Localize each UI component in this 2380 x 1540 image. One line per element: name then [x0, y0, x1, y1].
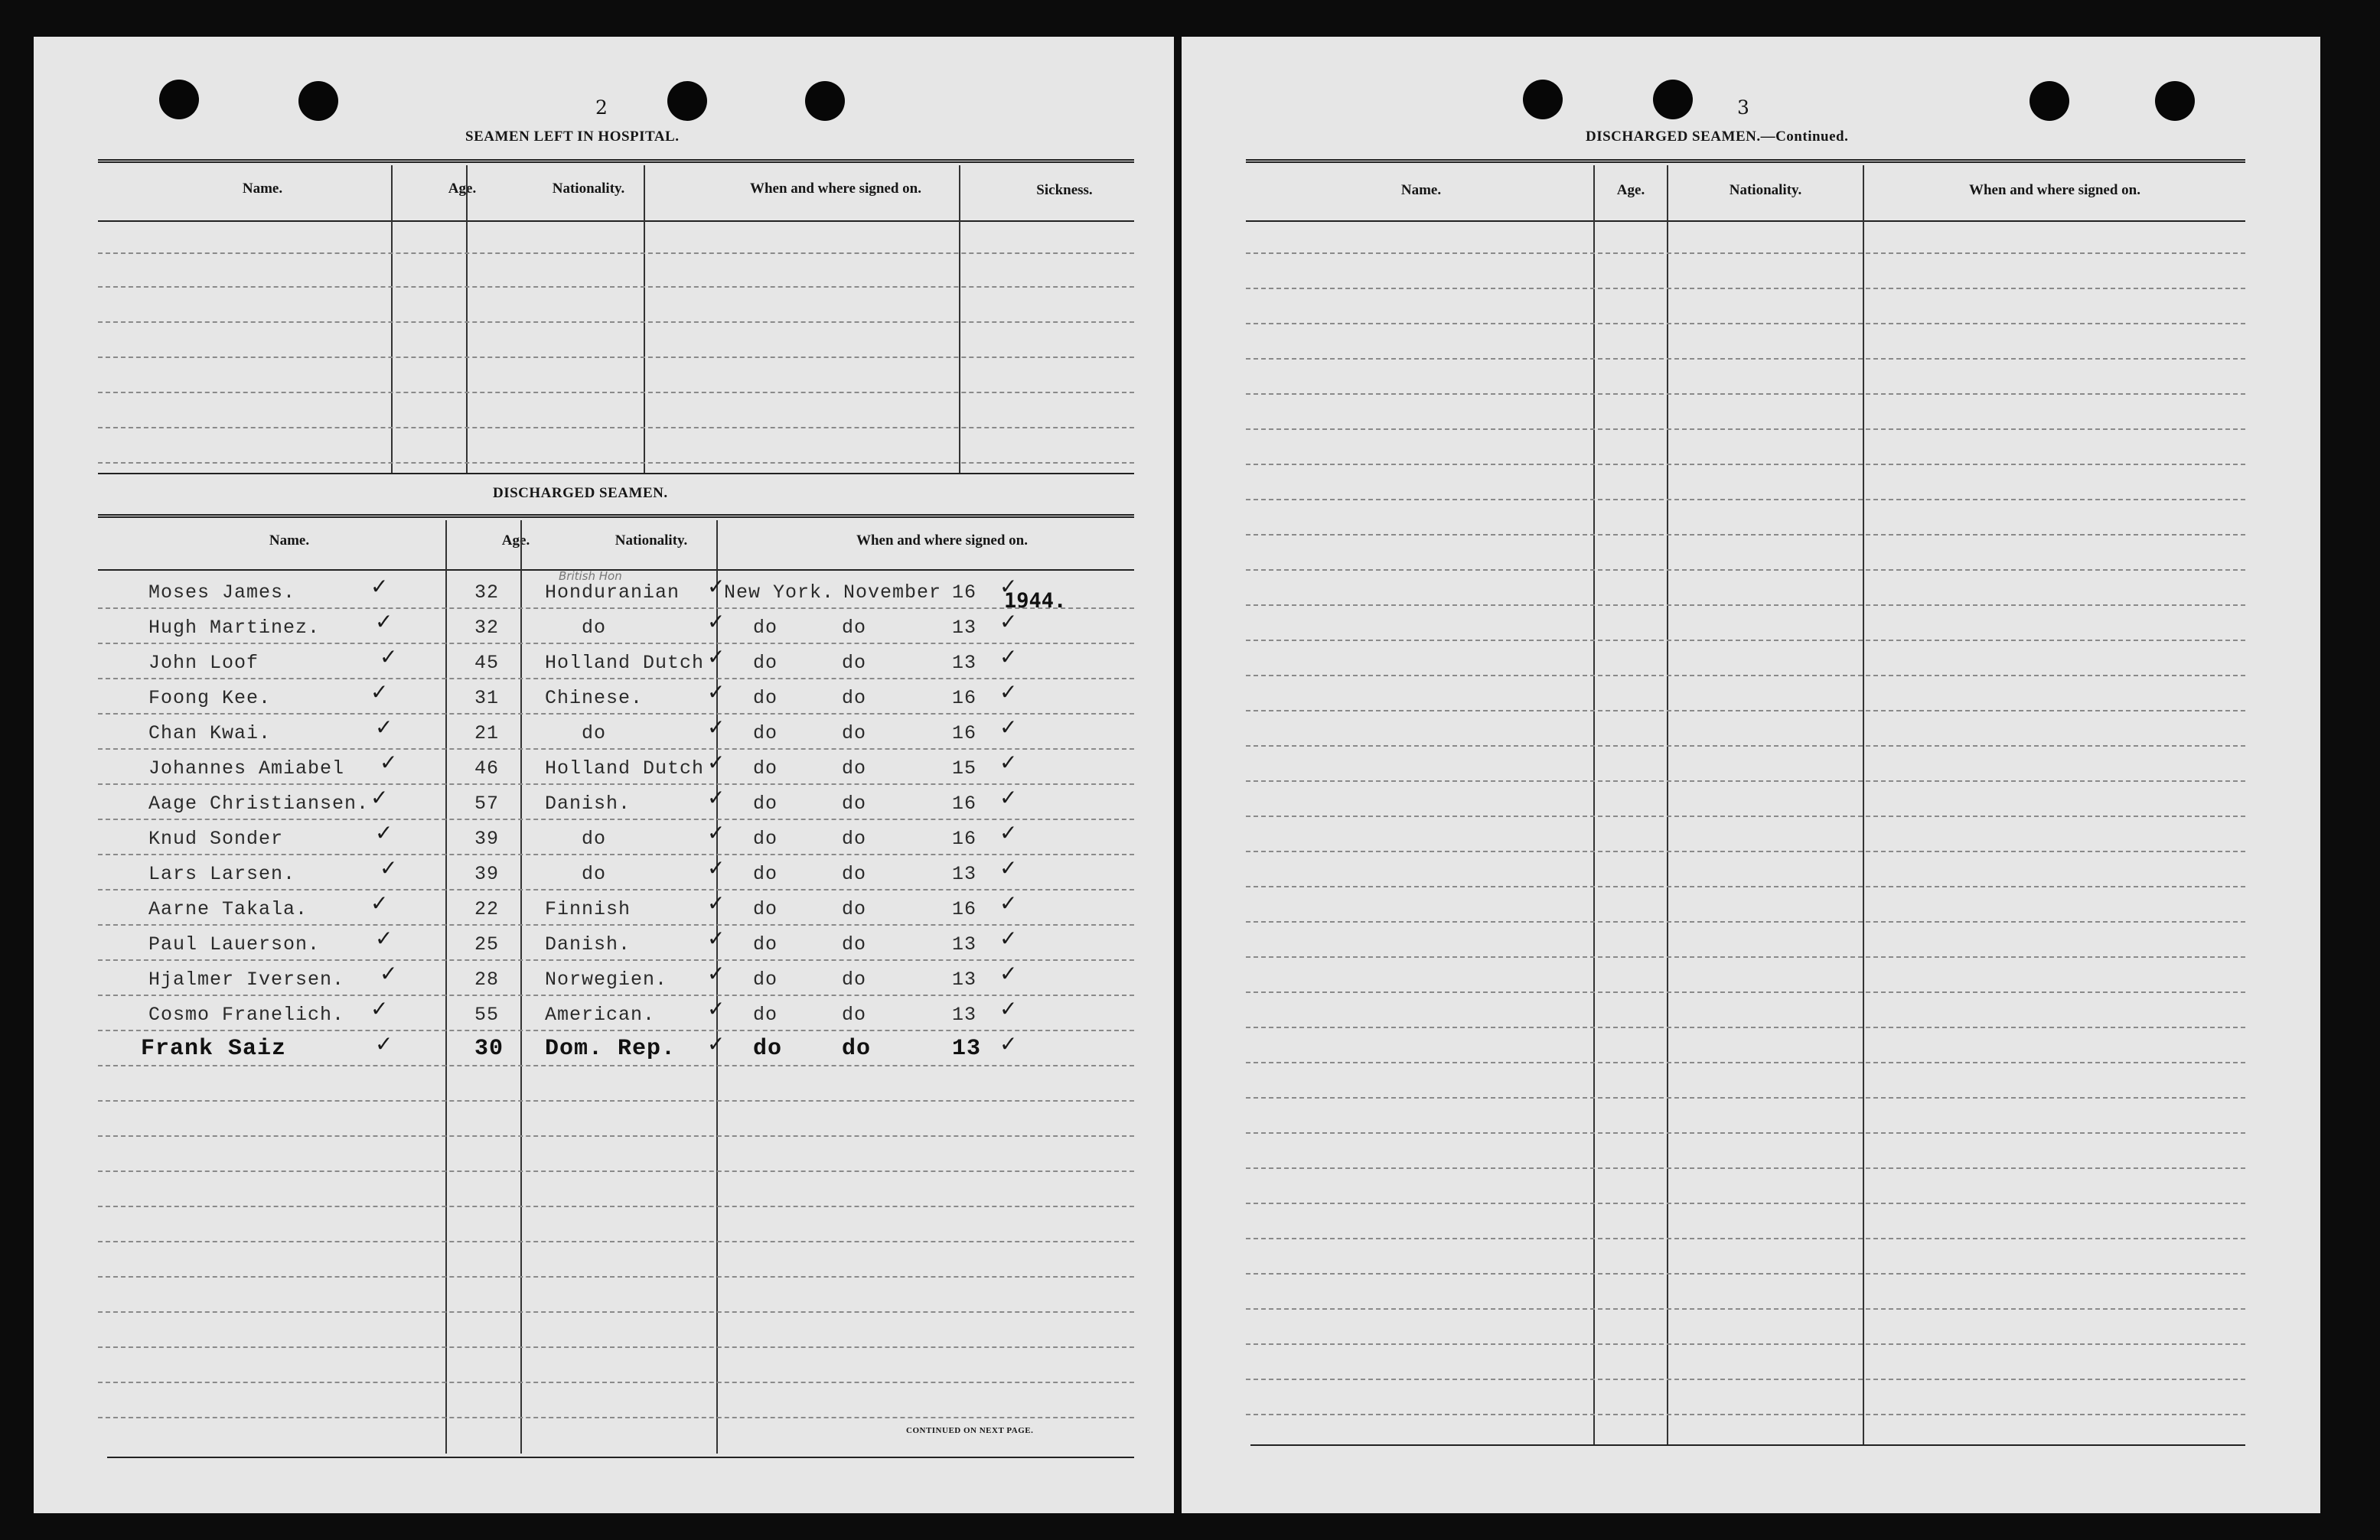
- cell-where: do: [753, 687, 778, 709]
- dotted-line: [98, 1206, 1134, 1207]
- check-mark-icon: ✓: [707, 820, 725, 845]
- dotted-line: [1246, 1238, 2245, 1239]
- cell-name: Cosmo Franelich.: [148, 1004, 345, 1026]
- check-mark-icon: ✓: [707, 1031, 725, 1057]
- dotted-line: [1246, 604, 2245, 606]
- table-rule: [98, 473, 1134, 474]
- dotted-line: [98, 713, 1134, 715]
- cell-month: do: [842, 652, 867, 674]
- cell-age: 32: [474, 617, 500, 639]
- dotted-line: [1246, 1414, 2245, 1415]
- check-mark-icon: ✓: [375, 926, 393, 951]
- dotted-line: [1246, 991, 2245, 993]
- cell-name: Johannes Amiabel: [148, 757, 345, 780]
- cell-month: do: [842, 617, 867, 639]
- cell-nationality: Finnish: [545, 898, 631, 920]
- punch-hole: [667, 81, 707, 121]
- check-mark-icon: ✓: [707, 926, 725, 951]
- dotted-line: [98, 462, 1134, 464]
- dotted-line: [98, 1100, 1134, 1102]
- dotted-line: [98, 427, 1134, 428]
- check-mark-icon: ✓: [370, 785, 389, 810]
- check-mark-icon: ✓: [370, 574, 389, 599]
- dotted-line: [1246, 1062, 2245, 1063]
- cell-name: Lars Larsen.: [148, 863, 296, 885]
- cell-day: 16: [952, 581, 977, 604]
- dotted-line: [1246, 886, 2245, 887]
- dotted-line: [1246, 1027, 2245, 1028]
- dotted-line: [1246, 956, 2245, 958]
- column-rule: [520, 520, 522, 1454]
- dotted-line: [98, 1276, 1134, 1278]
- year-annotation: 1944.: [1004, 589, 1067, 613]
- check-mark-icon: ✓: [999, 996, 1018, 1021]
- check-mark-icon: ✓: [375, 1031, 393, 1057]
- cell-where: do: [753, 617, 778, 639]
- check-mark-icon: ✓: [999, 890, 1018, 916]
- punch-hole: [2155, 81, 2195, 121]
- check-mark-icon: ✓: [370, 679, 389, 705]
- cell-nationality: do: [582, 617, 607, 639]
- check-mark-icon: ✓: [999, 1031, 1018, 1057]
- dotted-line: [98, 678, 1134, 679]
- cell-day: 13: [952, 617, 977, 639]
- check-mark-icon: ✓: [999, 715, 1018, 740]
- cell-age: 57: [474, 793, 500, 815]
- dotted-line: [1246, 1132, 2245, 1134]
- dotted-line: [1246, 1097, 2245, 1099]
- dotted-line: [1246, 1273, 2245, 1275]
- dotted-line: [98, 392, 1134, 393]
- cell-age: 21: [474, 722, 500, 744]
- right-header-name: Name.: [1400, 182, 1442, 198]
- right-header-signed-on: When and where signed on.: [1968, 182, 2140, 198]
- cell-month: do: [842, 687, 867, 709]
- cell-nationality: Danish.: [545, 793, 631, 815]
- dotted-line: [1246, 1343, 2245, 1345]
- hospital-header-nationality: Nationality.: [552, 181, 625, 197]
- dotted-line: [98, 924, 1134, 926]
- cell-name: Aarne Takala.: [148, 898, 308, 920]
- cell-age: 31: [474, 687, 500, 709]
- cell-month: do: [842, 969, 867, 991]
- dotted-line: [1246, 464, 2245, 465]
- punch-hole: [1523, 80, 1563, 119]
- check-mark-icon: ✓: [707, 609, 725, 634]
- dotted-line: [1246, 428, 2245, 430]
- dotted-line: [98, 321, 1134, 323]
- cell-day: 15: [952, 757, 977, 780]
- dotted-line: [1246, 323, 2245, 324]
- dotted-line: [1246, 1379, 2245, 1380]
- check-mark-icon: ✓: [370, 996, 389, 1021]
- check-mark-icon: ✓: [999, 679, 1018, 705]
- cell-name: Hjalmer Iversen.: [148, 969, 345, 991]
- table-rule: [1246, 220, 2245, 222]
- table-rule: [98, 159, 1134, 163]
- page-number: 2: [595, 96, 608, 119]
- dotted-line: [98, 995, 1134, 996]
- cell-day: 16: [952, 898, 977, 920]
- cell-day: 16: [952, 793, 977, 815]
- discharged-header-age: Age.: [501, 532, 530, 549]
- right-section-title: DISCHARGED SEAMEN.—Continued.: [1586, 129, 1849, 145]
- dotted-line: [1246, 1308, 2245, 1310]
- dotted-line: [98, 889, 1134, 890]
- discharged-section-title: DISCHARGED SEAMEN.: [493, 485, 668, 501]
- punch-hole: [1653, 80, 1693, 119]
- cell-age: 25: [474, 933, 500, 956]
- check-mark-icon: ✓: [999, 926, 1018, 951]
- dotted-line: [1246, 780, 2245, 782]
- dotted-line: [98, 783, 1134, 785]
- cell-day: 13: [952, 969, 977, 991]
- check-mark-icon: ✓: [375, 715, 393, 740]
- check-mark-icon: ✓: [999, 609, 1018, 634]
- dotted-line: [98, 607, 1134, 609]
- dotted-line: [98, 959, 1134, 961]
- cell-month: November: [843, 581, 942, 604]
- check-mark-icon: ✓: [707, 574, 725, 599]
- cell-month: do: [842, 863, 867, 885]
- cell-month: do: [842, 828, 867, 850]
- cell-month: do: [842, 722, 867, 744]
- cell-day: 13: [952, 1004, 977, 1026]
- cell-day: 16: [952, 687, 977, 709]
- check-mark-icon: ✓: [707, 679, 725, 705]
- cell-where: do: [753, 828, 778, 850]
- dotted-line: [1246, 710, 2245, 711]
- punch-hole: [2030, 81, 2069, 121]
- cell-where: do: [753, 863, 778, 885]
- cell-where: do: [753, 1036, 783, 1062]
- cell-where: do: [753, 933, 778, 956]
- cell-where: do: [753, 757, 778, 780]
- punch-hole: [298, 81, 338, 121]
- column-rule: [1667, 165, 1668, 1444]
- cell-age: 39: [474, 828, 500, 850]
- table-rule: [107, 1457, 1134, 1458]
- cell-where: do: [753, 722, 778, 744]
- column-rule: [1593, 165, 1595, 1444]
- cell-nationality: Norwegien.: [545, 969, 668, 991]
- cell-age: 28: [474, 969, 500, 991]
- cell-nationality: do: [582, 828, 607, 850]
- dotted-line: [98, 1241, 1134, 1242]
- discharged-header-signed-on: When and where signed on.: [856, 532, 1028, 549]
- cell-day: 16: [952, 828, 977, 850]
- discharged-header-name: Name.: [269, 532, 310, 549]
- discharged-header-nationality: Nationality.: [615, 532, 688, 549]
- dotted-line: [1246, 252, 2245, 254]
- cell-day: 13: [952, 933, 977, 956]
- check-mark-icon: ✓: [999, 785, 1018, 810]
- hospital-section-title: SEAMEN LEFT IN HOSPITAL.: [465, 129, 680, 145]
- right-header-nationality: Nationality.: [1729, 182, 1802, 198]
- cell-month: do: [842, 1036, 872, 1062]
- check-mark-icon: ✓: [999, 750, 1018, 775]
- page-number: 3: [1737, 96, 1749, 119]
- cell-name: Moses James.: [148, 581, 296, 604]
- cell-nationality: Holland Dutch: [545, 757, 705, 780]
- cell-name: John Loof: [148, 652, 259, 674]
- right-page: [1182, 37, 2320, 1513]
- dotted-line: [1246, 921, 2245, 923]
- cell-month: do: [842, 757, 867, 780]
- check-mark-icon: ✓: [380, 644, 398, 669]
- dotted-line: [98, 1311, 1134, 1313]
- dotted-line: [98, 1135, 1134, 1137]
- dotted-line: [1246, 675, 2245, 676]
- dotted-line: [98, 643, 1134, 644]
- cell-age: 45: [474, 652, 500, 674]
- table-rule: [1250, 1444, 2245, 1446]
- check-mark-icon: ✓: [707, 785, 725, 810]
- dotted-line: [1246, 851, 2245, 852]
- cell-day: 13: [952, 1036, 982, 1062]
- cell-age: 22: [474, 898, 500, 920]
- check-mark-icon: ✓: [375, 609, 393, 634]
- cell-where: do: [753, 793, 778, 815]
- dotted-line: [98, 1382, 1134, 1383]
- cell-name: Foong Kee.: [148, 687, 272, 709]
- continued-footer: CONTINUED ON NEXT PAGE.: [906, 1426, 1034, 1435]
- check-mark-icon: ✓: [707, 750, 725, 775]
- cell-month: do: [842, 898, 867, 920]
- dotted-line: [1246, 1203, 2245, 1204]
- dotted-line: [98, 819, 1134, 820]
- table-rule: [98, 514, 1134, 518]
- dotted-line: [1246, 640, 2245, 641]
- check-mark-icon: ✓: [707, 715, 725, 740]
- dotted-line: [1246, 534, 2245, 536]
- check-mark-icon: ✓: [707, 996, 725, 1021]
- dotted-line: [98, 1346, 1134, 1348]
- cell-name: Hugh Martinez.: [148, 617, 321, 639]
- check-mark-icon: ✓: [999, 644, 1018, 669]
- check-mark-icon: ✓: [380, 961, 398, 986]
- hospital-header-sickness: Sickness.: [1036, 182, 1093, 198]
- dotted-line: [98, 286, 1134, 288]
- dotted-line: [98, 1030, 1134, 1031]
- dotted-line: [98, 1170, 1134, 1172]
- right-header-age: Age.: [1616, 182, 1645, 198]
- cell-nationality: do: [582, 863, 607, 885]
- pencil-note: British Hon: [559, 569, 622, 583]
- dotted-line: [1246, 816, 2245, 817]
- cell-where: do: [753, 1004, 778, 1026]
- cell-age: 46: [474, 757, 500, 780]
- dotted-line: [98, 748, 1134, 750]
- cell-where: do: [753, 969, 778, 991]
- cell-nationality: do: [582, 722, 607, 744]
- cell-nationality: Dom. Rep.: [545, 1036, 677, 1062]
- dotted-line: [1246, 288, 2245, 289]
- cell-where: do: [753, 652, 778, 674]
- dotted-line: [98, 252, 1134, 254]
- punch-hole: [805, 81, 845, 121]
- hospital-header-name: Name.: [242, 181, 283, 197]
- check-mark-icon: ✓: [707, 890, 725, 916]
- cell-nationality: Holland Dutch: [545, 652, 705, 674]
- dotted-line: [1246, 393, 2245, 395]
- cell-nationality: Chinese.: [545, 687, 644, 709]
- cell-nationality: Honduranian: [545, 581, 680, 604]
- dotted-line: [98, 357, 1134, 358]
- cell-month: do: [842, 1004, 867, 1026]
- cell-age: 32: [474, 581, 500, 604]
- dotted-line: [98, 1065, 1134, 1066]
- cell-month: do: [842, 793, 867, 815]
- check-mark-icon: ✓: [707, 961, 725, 986]
- cell-age: 55: [474, 1004, 500, 1026]
- cell-nationality: Danish.: [545, 933, 631, 956]
- dotted-line: [1246, 499, 2245, 500]
- hospital-header-age: Age.: [448, 181, 477, 197]
- cell-name: Frank Saiz: [141, 1036, 287, 1062]
- check-mark-icon: ✓: [370, 890, 389, 916]
- cell-name: Knud Sonder: [148, 828, 284, 850]
- left-page: [34, 37, 1174, 1513]
- dotted-line: [1246, 745, 2245, 747]
- cell-day: 13: [952, 652, 977, 674]
- cell-day: 13: [952, 863, 977, 885]
- check-mark-icon: ✓: [380, 750, 398, 775]
- table-rule: [1246, 159, 2245, 163]
- check-mark-icon: ✓: [999, 574, 1018, 599]
- cell-month: do: [842, 933, 867, 956]
- check-mark-icon: ✓: [707, 644, 725, 669]
- cell-day: 16: [952, 722, 977, 744]
- dotted-line: [1246, 358, 2245, 360]
- cell-name: Paul Lauerson.: [148, 933, 321, 956]
- check-mark-icon: ✓: [999, 961, 1018, 986]
- cell-where: New York.: [724, 581, 835, 604]
- dotted-line: [1246, 569, 2245, 571]
- dotted-line: [98, 1417, 1134, 1418]
- check-mark-icon: ✓: [707, 855, 725, 881]
- column-rule: [1863, 165, 1864, 1444]
- cell-name: Aage Christiansen.: [148, 793, 370, 815]
- table-rule: [98, 220, 1134, 222]
- punch-hole: [159, 80, 199, 119]
- cell-name: Chan Kwai.: [148, 722, 272, 744]
- cell-where: do: [753, 898, 778, 920]
- check-mark-icon: ✓: [999, 820, 1018, 845]
- cell-nationality: American.: [545, 1004, 656, 1026]
- check-mark-icon: ✓: [999, 855, 1018, 881]
- check-mark-icon: ✓: [380, 855, 398, 881]
- check-mark-icon: ✓: [375, 820, 393, 845]
- cell-age: 39: [474, 863, 500, 885]
- dotted-line: [98, 854, 1134, 855]
- column-rule: [445, 520, 447, 1454]
- cell-age: 30: [474, 1036, 504, 1062]
- dotted-line: [1246, 1167, 2245, 1169]
- hospital-header-signed-on: When and where signed on.: [749, 181, 921, 197]
